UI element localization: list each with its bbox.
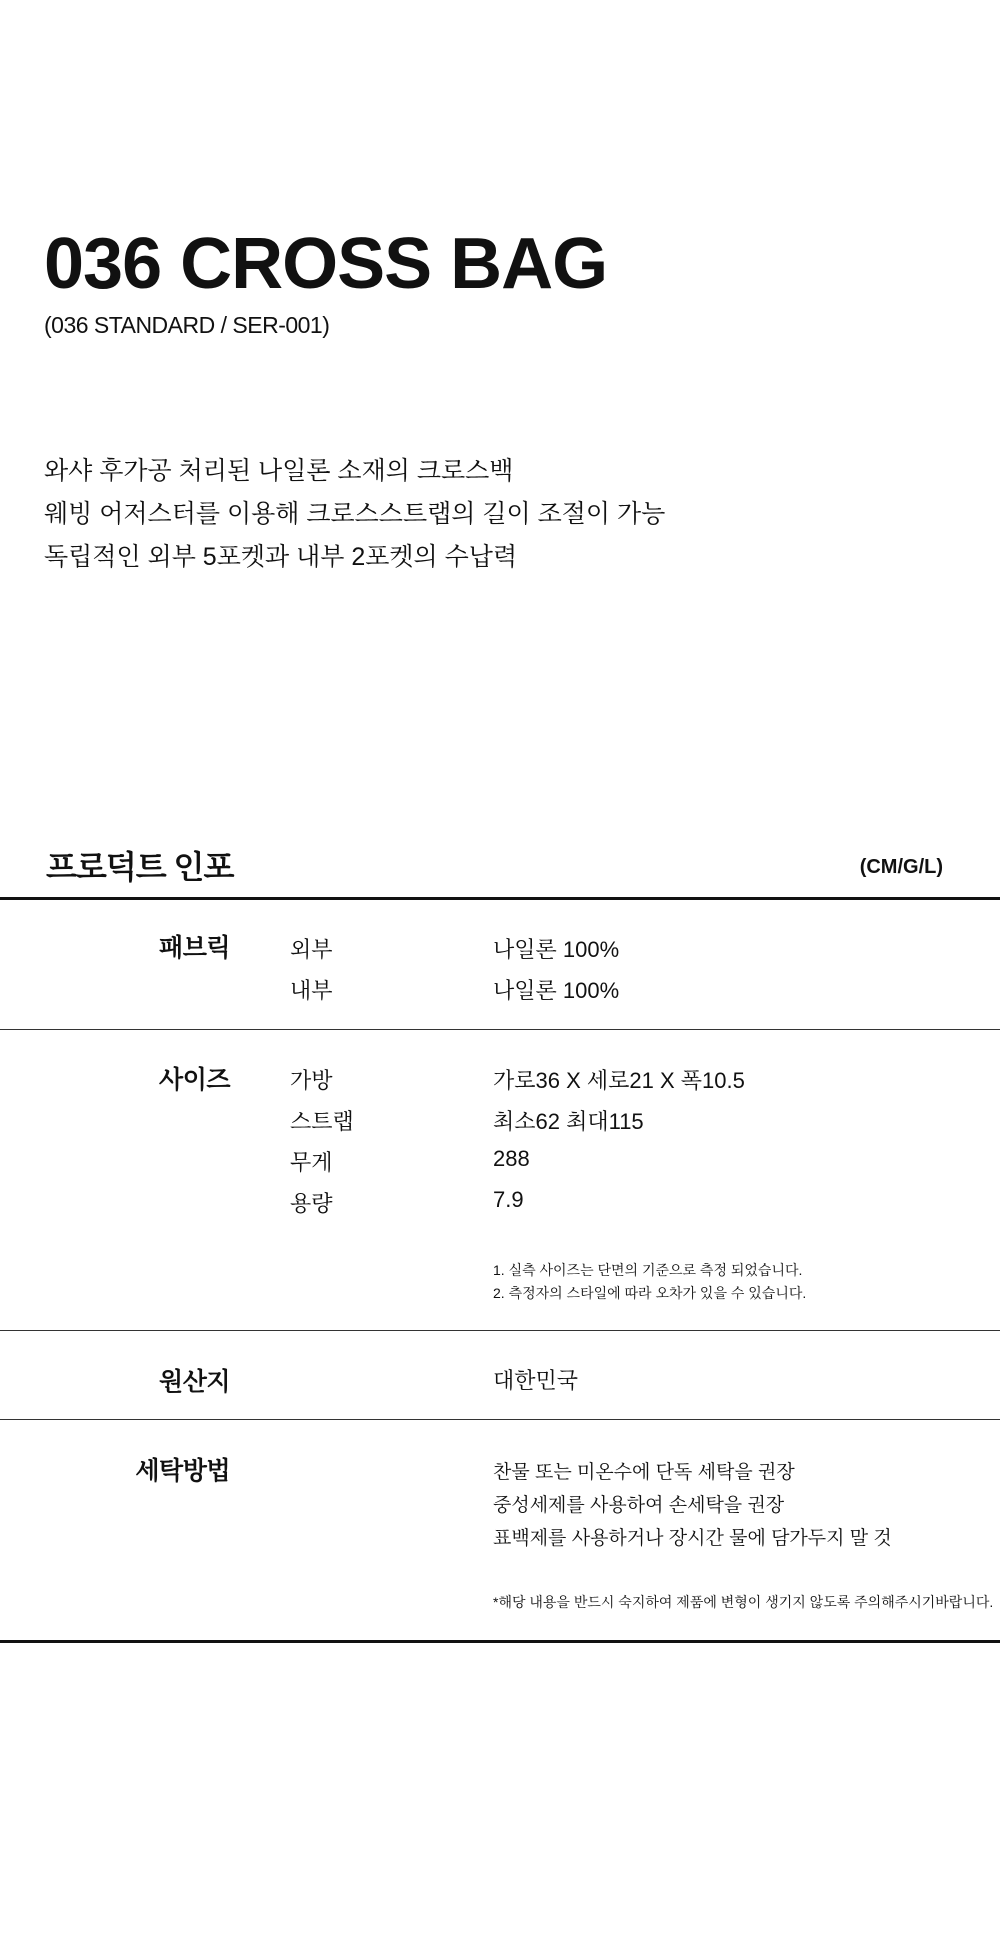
product-subtitle: (036 STANDARD / SER-001)	[44, 312, 330, 338]
size-value: 최소62 최대115	[493, 1109, 644, 1134]
care-note: *해당 내용을 반드시 숙지하여 제품에 변형이 생기지 않도록 주의해주시기바랍니다.	[493, 1594, 994, 1610]
section-divider	[0, 1029, 1000, 1030]
care-instruction: 표백제를 사용하거나 장시간 물에 담가두지 말 것	[493, 1528, 892, 1549]
size-value: 7.9	[493, 1187, 524, 1212]
fabric-value: 나일론 100%	[493, 978, 620, 1003]
section-divider	[0, 1330, 1000, 1331]
section-divider	[0, 1419, 1000, 1420]
header-divider	[0, 897, 1000, 900]
size-key: 무게	[290, 1150, 333, 1175]
description-line: 와샤 후가공 처리된 나일론 소재의 크로스백	[44, 457, 514, 485]
size-value: 288	[493, 1146, 530, 1171]
size-note: 1. 실측 사이즈는 단면의 기준으로 측정 되었습니다.	[493, 1262, 803, 1278]
care-label: 세탁방법	[135, 1457, 230, 1485]
fabric-key: 외부	[290, 937, 333, 962]
product-description	[44, 450, 665, 579]
footer-divider	[0, 1640, 1000, 1643]
care-instruction: 찬물 또는 미온수에 단독 세탁을 권장	[493, 1462, 795, 1483]
size-key: 가방	[290, 1068, 333, 1093]
fabric-value: 나일론 100%	[493, 937, 620, 962]
care-instruction: 중성세제를 사용하여 손세탁을 권장	[493, 1495, 785, 1516]
info-header: 프로덕트 인포	[46, 849, 234, 885]
fabric-label: 패브릭	[159, 934, 230, 962]
origin-value: 대한민국	[493, 1368, 579, 1393]
size-label: 사이즈	[159, 1066, 230, 1094]
product-title: 036 CROSS BAG	[44, 224, 608, 304]
description-line: 독립적인 외부 5포켓과 내부 2포켓의 수납력	[44, 543, 518, 571]
size-note: 2. 측정자의 스타일에 따라 오차가 있을 수 있습니다.	[493, 1285, 807, 1301]
size-key: 스트랩	[290, 1109, 354, 1134]
fabric-key: 내부	[290, 978, 333, 1003]
size-key: 용량	[290, 1191, 333, 1216]
size-value: 가로36 X 세로21 X 폭10.5	[493, 1068, 745, 1093]
origin-label: 원산지	[159, 1368, 230, 1396]
description-line: 웨빙 어저스터를 이용해 크로스스트랩의 길이 조절이 가능	[44, 500, 666, 528]
unit-label: (CM/G/L)	[859, 856, 943, 878]
